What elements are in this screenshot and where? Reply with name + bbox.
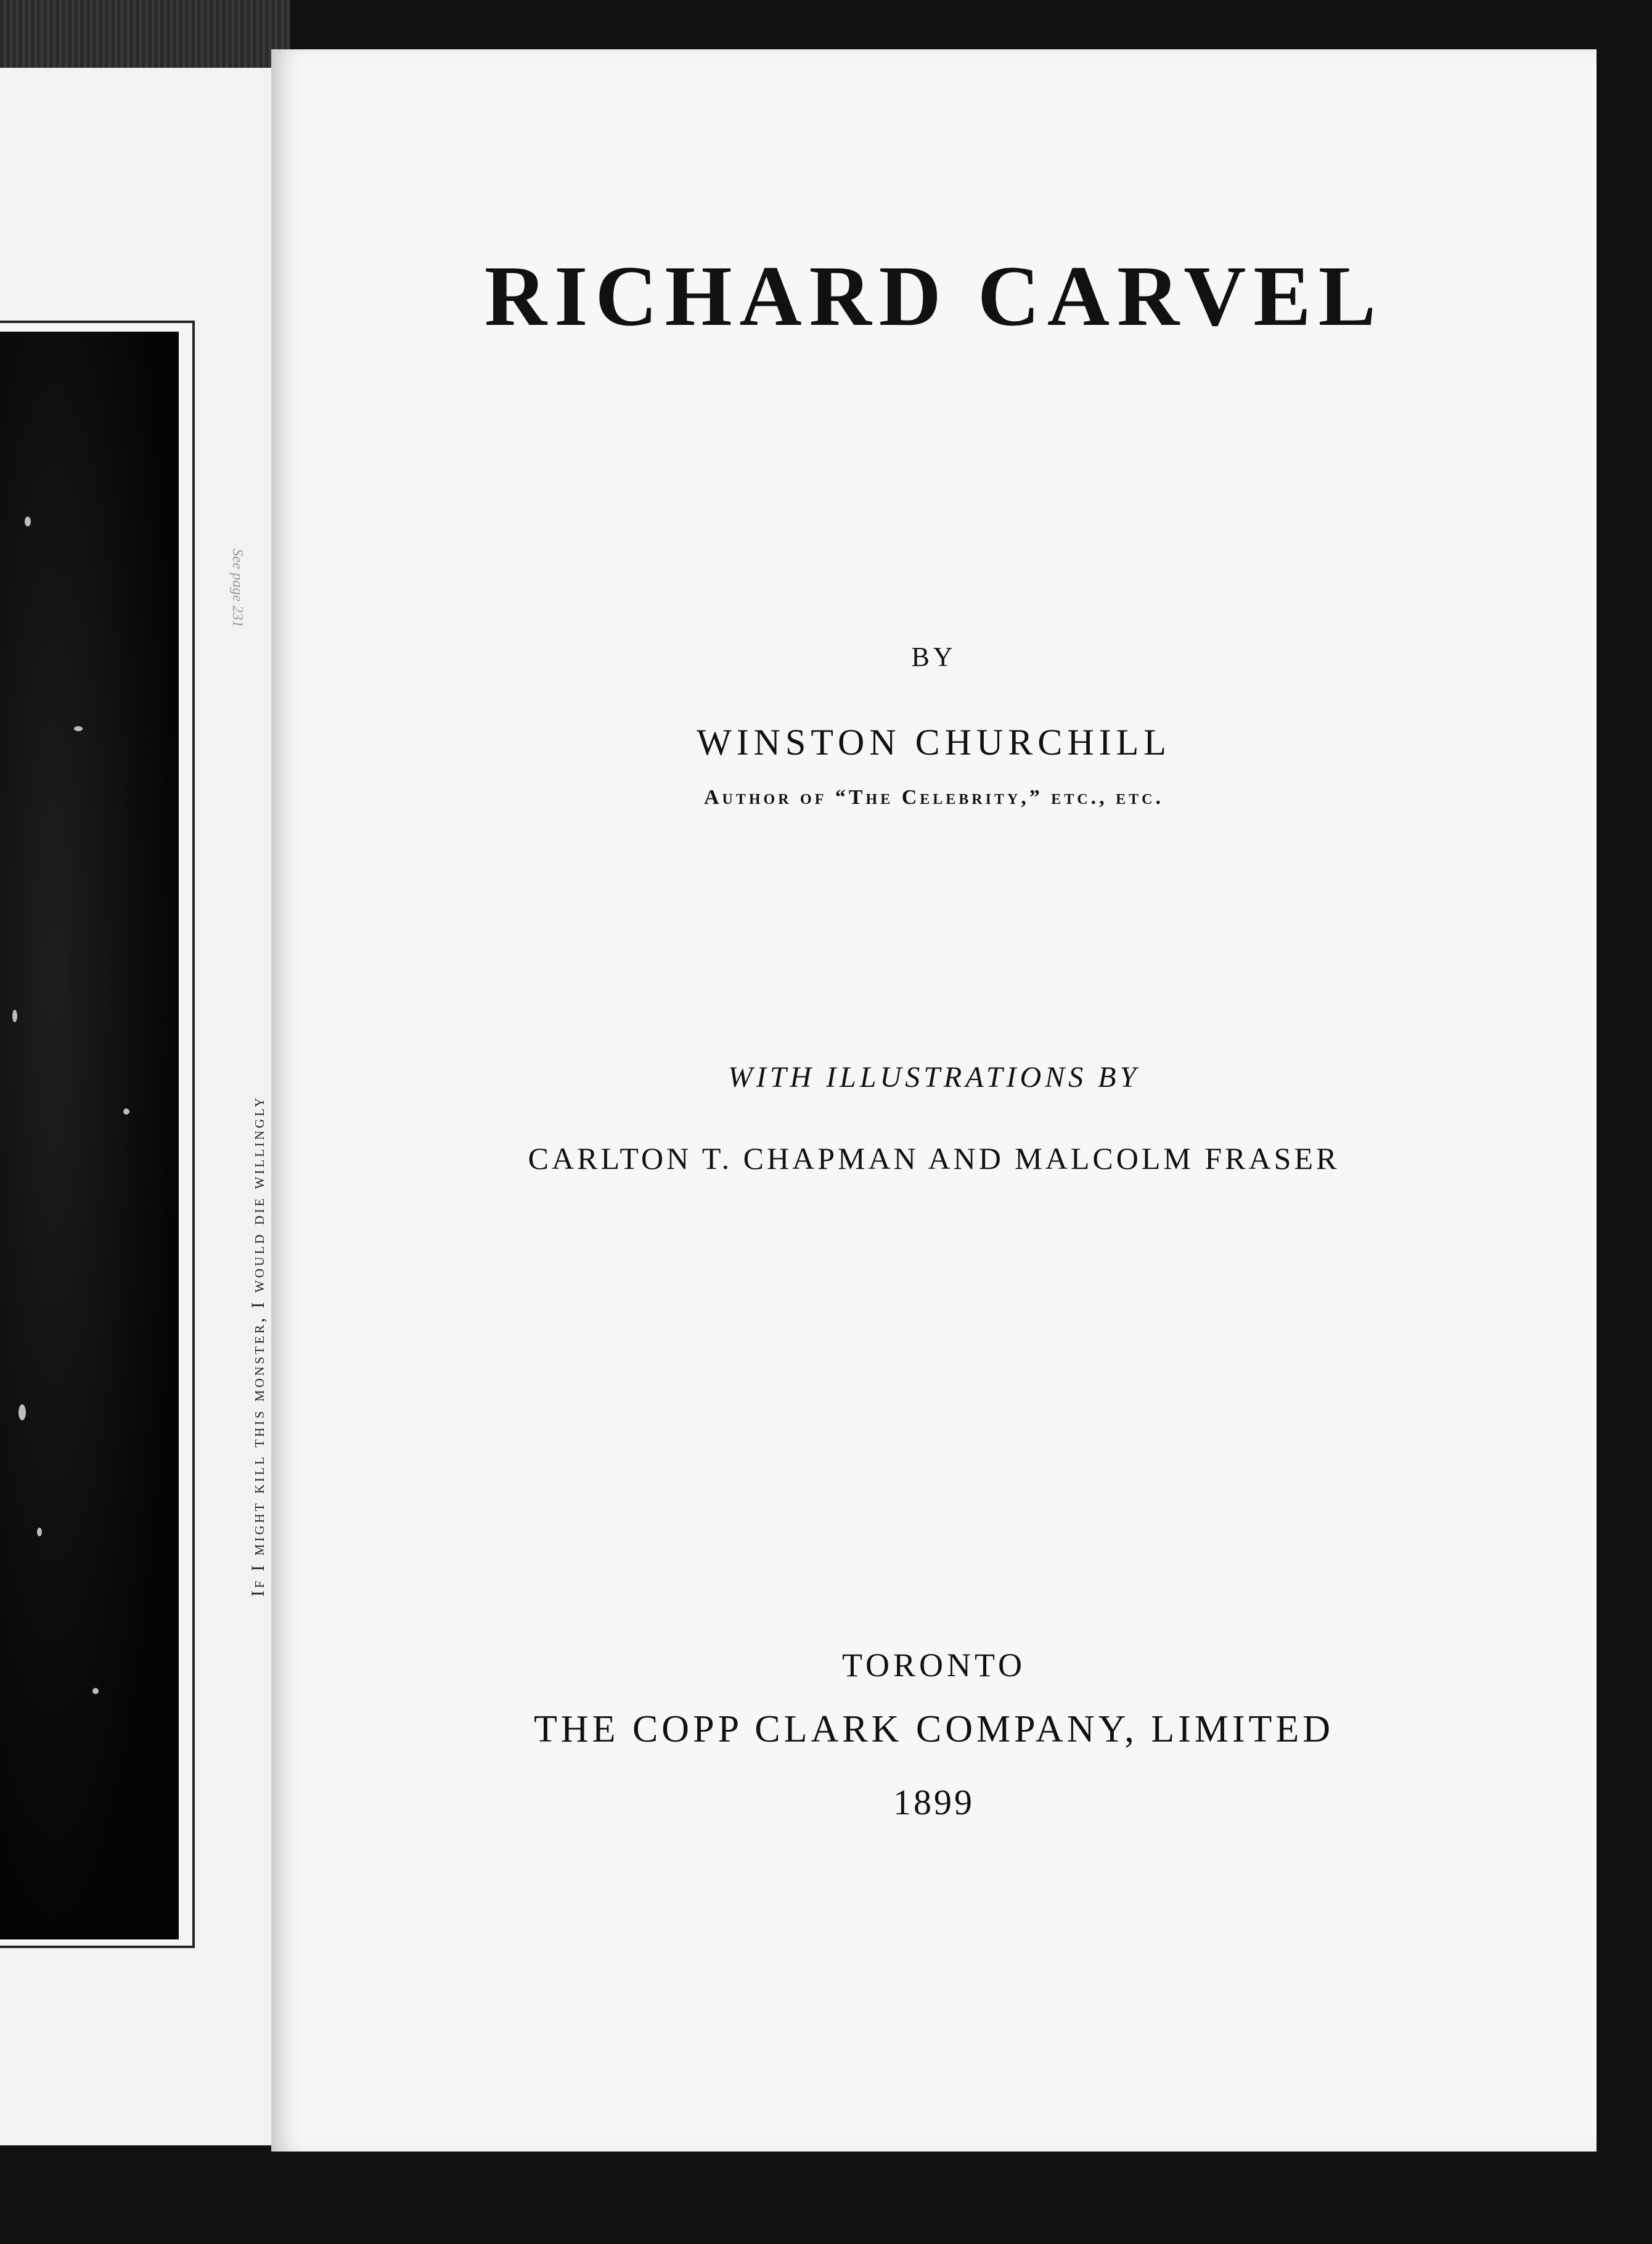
plate-reference-note: See page 231 [229,549,245,628]
publication-year: 1899 [893,1782,975,1822]
illustrators: CARLTON T. CHAPMAN AND MALCOLM FRASER [528,1141,1340,1176]
by-line: BY [911,642,957,672]
title-page [271,49,1597,2152]
frontispiece-image [0,332,179,1939]
author-previous-works: Author of “The Celebrity,” etc., etc. [703,786,1164,809]
illustrations-label: WITH ILLUSTRATIONS BY [727,1061,1140,1094]
author-name: WINSTON CHURCHILL [697,722,1171,763]
book-title: RICHARD CARVEL [484,248,1384,344]
frontispiece-frame [0,321,195,1948]
frontispiece-caption: If I might kill this monster, I would die willingly [248,1095,268,1597]
publisher: THE COPP CLARK COMPANY, LIMITED [533,1708,1335,1750]
publication-city: TORONTO [841,1647,1026,1684]
left-page [0,68,277,2145]
